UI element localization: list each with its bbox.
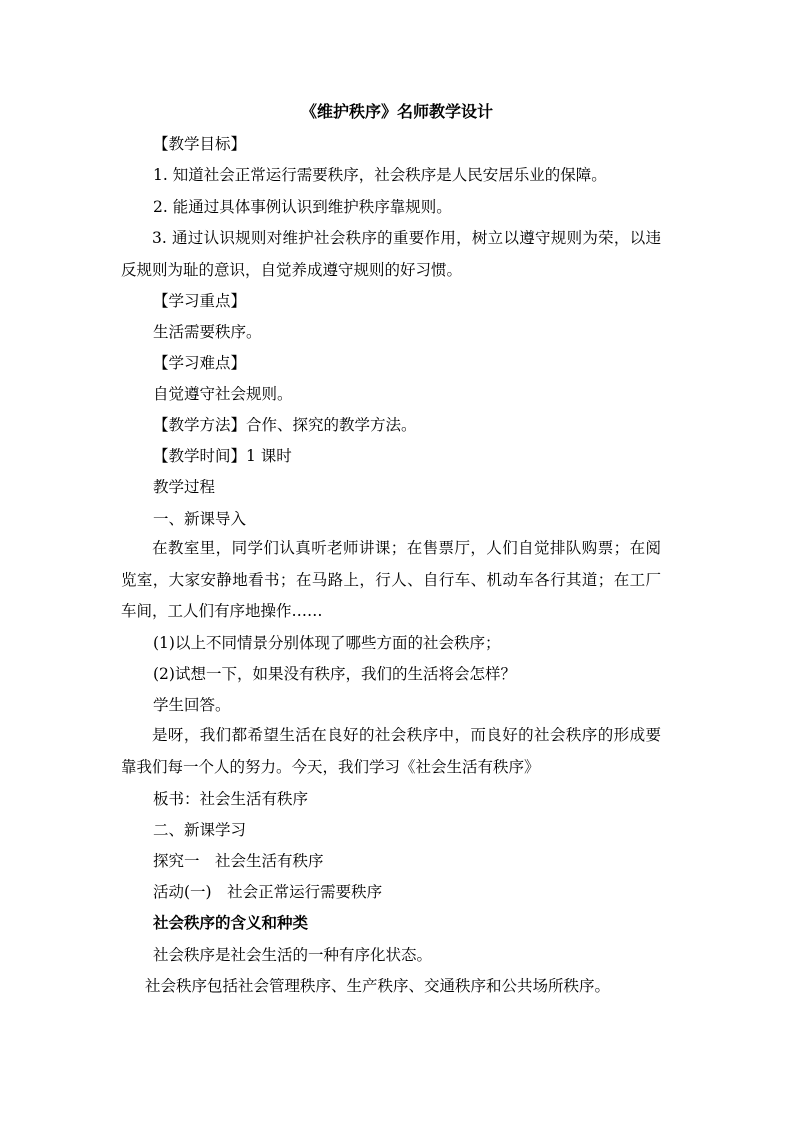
part-2-heading: 二、新课学习 — [153, 821, 247, 839]
intro-paragraph: 在教室里，同学们认真听老师讲课；在售票厅，人们自觉排队购票；在阅览室，大家安静地看书；在马路上，行人、自行车、机动车各行其道；在工厂车间，工人们有序地操作…… — [121, 539, 661, 620]
part-1-heading: 一、新课导入 — [153, 510, 247, 528]
inquiry-1: 探究一 社会生活有秩序 — [153, 852, 324, 870]
objectives-heading: 【教学目标】 — [153, 135, 247, 153]
transition-paragraph: 是呀，我们都希望生活在良好的社会秩序中，而良好的社会秩序的形成要靠我们每一个人的努力。今天，我们学习《社会生活有秩序》 — [121, 726, 661, 776]
method-line: 【教学方法】合作、探究的教学方法。 — [153, 416, 417, 434]
difficulty-text: 自觉遵守社会规则。 — [153, 385, 293, 403]
types-line: 社会秩序包括社会管理秩序、生产秩序、交通秩序和公共场所秩序。 — [145, 977, 611, 995]
objective-1: 1. 知道社会正常运行需要秩序，社会秩序是人民安居乐业的保障。 — [153, 166, 607, 184]
definition-line: 社会秩序是社会生活的一种有序化状态。 — [153, 946, 433, 964]
time-line: 【教学时间】1 课时 — [153, 447, 292, 465]
key-text: 生活需要秩序。 — [153, 323, 262, 341]
process-heading: 教学过程 — [153, 478, 216, 496]
objective-2: 2. 能通过具体事例认识到维护秩序靠规则。 — [153, 198, 452, 216]
question-1: (1)以上不同情景分别体现了哪些方面的社会秩序； — [153, 634, 501, 652]
board-line: 板书：社会生活有秩序 — [153, 790, 309, 808]
activity-1: 活动(一) 社会正常运行需要秩序 — [153, 883, 383, 901]
document-title: 《维护秩序》名师教学设计 — [300, 102, 493, 121]
student-answer: 学生回答。 — [153, 696, 231, 714]
key-heading: 【学习重点】 — [153, 292, 247, 310]
question-2: (2)试想一下，如果没有秩序，我们的生活将会怎样？ — [153, 665, 516, 683]
bold-section-heading: 社会秩序的含义和种类 — [153, 913, 309, 932]
objective-3: 3. 通过认识规则对维护社会秩序的重要作用，树立以遵守规则为荣，以违反规则为耻的意识，自觉养成遵守规则的好习惯。 — [121, 229, 661, 279]
difficulty-heading: 【学习难点】 — [153, 354, 247, 372]
